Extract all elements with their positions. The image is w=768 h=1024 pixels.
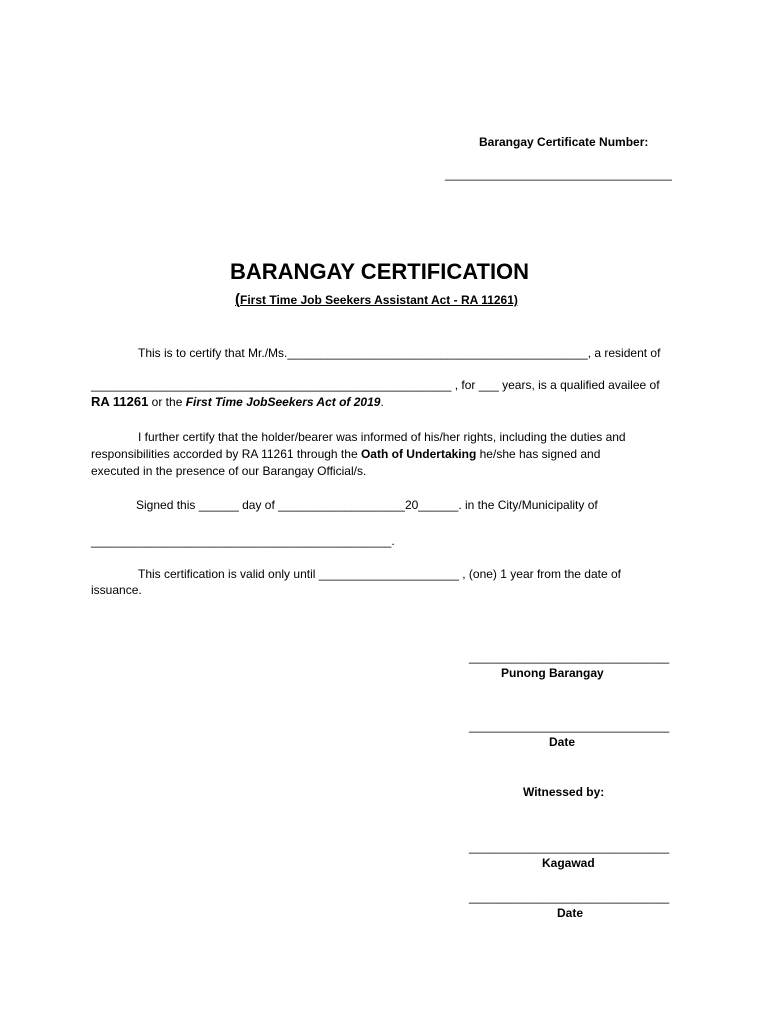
kagawad-signature-line[interactable]: ______________________________ [469,840,670,854]
year-blank[interactable]: ______ [418,498,459,512]
line3-period: . [380,395,384,409]
punong-barangay-label: Punong Barangay [501,666,604,680]
document-subtitle [235,292,518,308]
signed-and-text: he/she has signed and [476,447,601,461]
subtitle-open-paren: ( [235,291,240,308]
responsibilities-text: responsibilities accorded by RA 11261 through the [91,447,361,461]
valid-until-blank[interactable]: _____________________ [318,567,459,581]
date1-signature-line[interactable]: ______________________________ [469,719,670,733]
resident-text: , a resident of [587,346,661,360]
month-blank[interactable]: ___________________ [278,498,405,512]
document-title: BARANGAY CERTIFICATION [230,259,530,284]
city-blank[interactable]: _____________________________________________ [91,534,392,548]
punong-barangay-signature-line[interactable]: ______________________________ [469,650,670,664]
signed-this-text: Signed this [136,498,199,512]
certify-text: This is to certify that Mr./Ms. [138,346,288,360]
one-year-text: , (one) 1 year from the date of [458,567,621,581]
oath-of-undertaking: Oath of Undertaking [360,447,477,461]
certificate-number-label: Barangay Certificate Number: [479,135,649,149]
act-name: First Time JobSeekers Act of 2019 [185,395,381,409]
certificate-number-field[interactable]: __________________________________ [445,167,672,181]
for-text: , for [451,378,479,392]
para3-line2 [91,533,395,549]
valid-until-text: This certification is valid only until [138,567,319,581]
date2-label: Date [557,906,584,920]
years-blank[interactable]: ___ [478,378,499,392]
para4-line1 [138,566,621,582]
kagawad-label: Kagawad [542,856,595,870]
para1-line3 [91,394,384,410]
ra-number: RA 11261 [91,394,149,409]
para1-line2 [91,377,660,393]
name-blank[interactable]: _____________________________________________ [287,346,588,360]
city-period: . [391,534,395,548]
subtitle-text: First Time Job Seekers Assistant Act - RA 11261) [240,293,518,307]
para4-line2: issuance. [91,583,142,597]
para1-line1 [138,345,660,361]
address-blank[interactable]: ______________________________________________________ [91,378,452,392]
witnessed-by-label: Witnessed by: [523,785,605,799]
date1-label: Date [549,735,576,749]
city-municipality-text: . in the City/Municipality of [458,498,598,512]
para2-line3: executed in the presence of our Barangay Official/s. [91,464,367,478]
or-the-text: or the [148,395,186,409]
year-prefix: 20 [404,498,419,512]
availee-text: years, is a qualified availee of [498,378,660,392]
day-of-text: day of [238,498,279,512]
para2-line1: I further certify that the holder/bearer was informed of his/her rights, including the duties and [138,430,626,444]
date2-signature-line[interactable]: ______________________________ [469,890,670,904]
day-blank[interactable]: ______ [198,498,239,512]
para3-line1 [136,497,598,513]
para2-line2 [91,446,600,462]
